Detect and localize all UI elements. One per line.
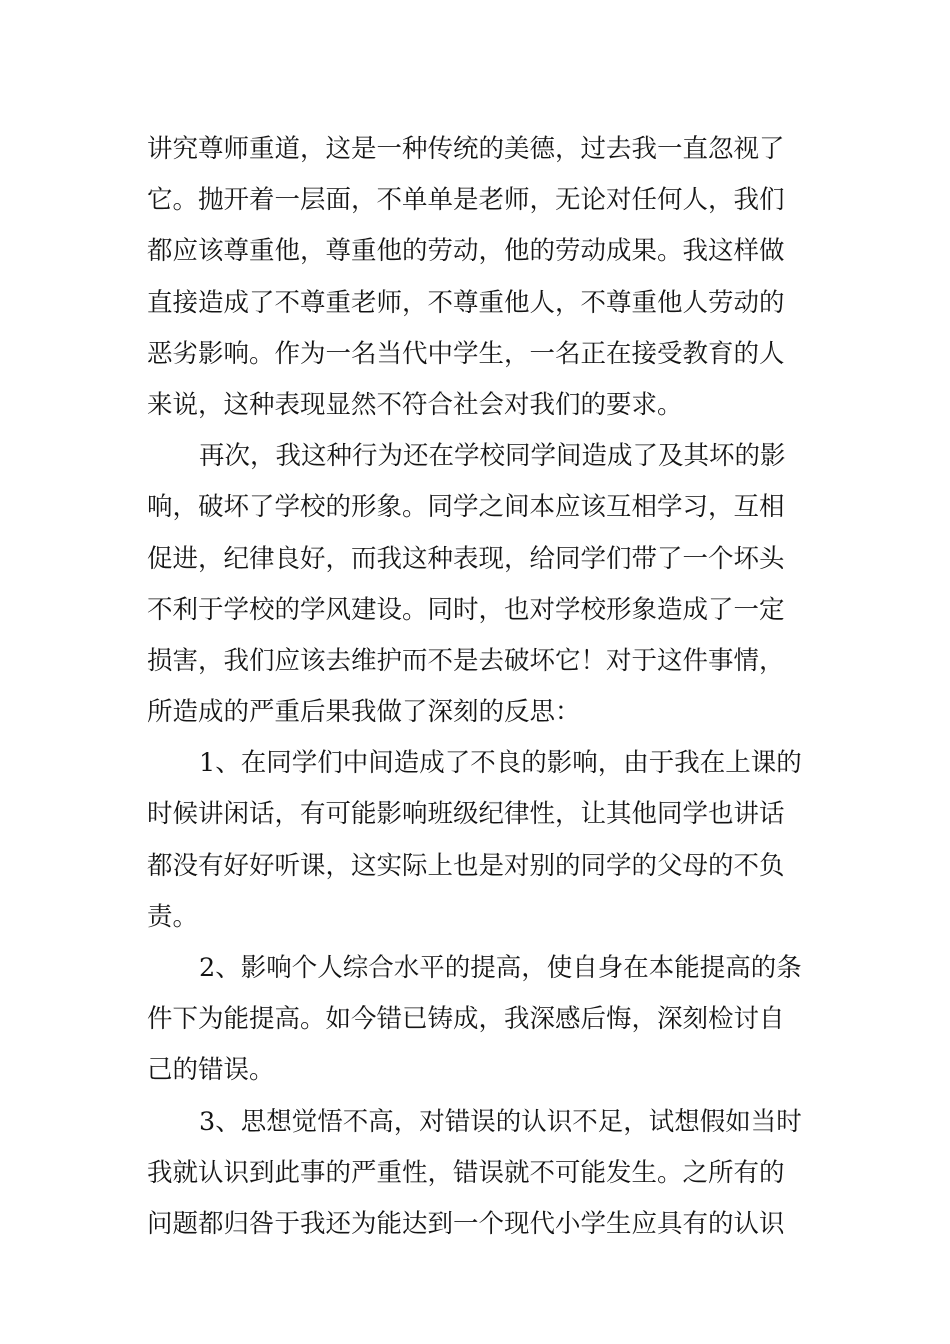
list-item-2-first-line: 2、影响个人综合水平的提高，使自身在本能提高的条 bbox=[199, 953, 802, 983]
text-line: 责。 bbox=[147, 901, 199, 932]
text-line: 恶劣影响。作为一名当代中学生，一名正在接受教育的人 bbox=[147, 338, 785, 369]
text-line: 己的错误。 bbox=[147, 1055, 275, 1086]
text-line: 损害，我们应该去维护而不是去破坏它！对于这件事情， bbox=[147, 645, 785, 676]
text-line: 它。抛开着一层面，不单单是老师，无论对任何人，我们 bbox=[147, 185, 785, 216]
text-line: 我就认识到此事的严重性，错误就不可能发生。之所有的 bbox=[147, 1157, 785, 1188]
paragraph-first-line: 再次，我这种行为还在学校同学间造成了及其坏的影 bbox=[199, 441, 786, 472]
text-line: 时候讲闲话，有可能影响班级纪律性，让其他同学也讲话 bbox=[147, 799, 785, 830]
text-line: 响，破坏了学校的形象。同学之间本应该互相学习，互相 bbox=[147, 492, 785, 523]
text-line: 都应该尊重他，尊重他的劳动，他的劳动成果。我这样做 bbox=[147, 236, 785, 267]
text-line: 直接造成了不尊重老师，不尊重他人，不尊重他人劳动的 bbox=[147, 287, 785, 318]
text-line: 问题都归咎于我还为能达到一个现代小学生应具有的认识 bbox=[147, 1208, 785, 1239]
list-item-3-first-line: 3、思想觉悟不高，对错误的认识不足，试想假如当时 bbox=[199, 1106, 802, 1137]
text-line: 不利于学校的学风建设。同时，也对学校形象造成了一定 bbox=[147, 594, 785, 625]
text-line: 讲究尊师重道，这是一种传统的美德，过去我一直忽视了 bbox=[147, 134, 785, 164]
document-body bbox=[147, 124, 817, 1250]
list-item-1-first-line: 1、在同学们中间造成了不良的影响，由于我在上课的 bbox=[199, 748, 802, 779]
text-line: 都没有好好听课，这实际上也是对别的同学的父母的不负 bbox=[147, 850, 785, 881]
text-line: 所造成的严重后果我做了深刻的反思： bbox=[147, 697, 581, 728]
text-line: 来说，这种表现显然不符合社会对我们的要求。 bbox=[147, 389, 683, 420]
text-line: 件下为能提高。如今错已铸成，我深感后悔，深刻检讨自 bbox=[147, 1004, 785, 1035]
text-line: 促进，纪律良好，而我这种表现，给同学们带了一个坏头 bbox=[147, 543, 785, 574]
